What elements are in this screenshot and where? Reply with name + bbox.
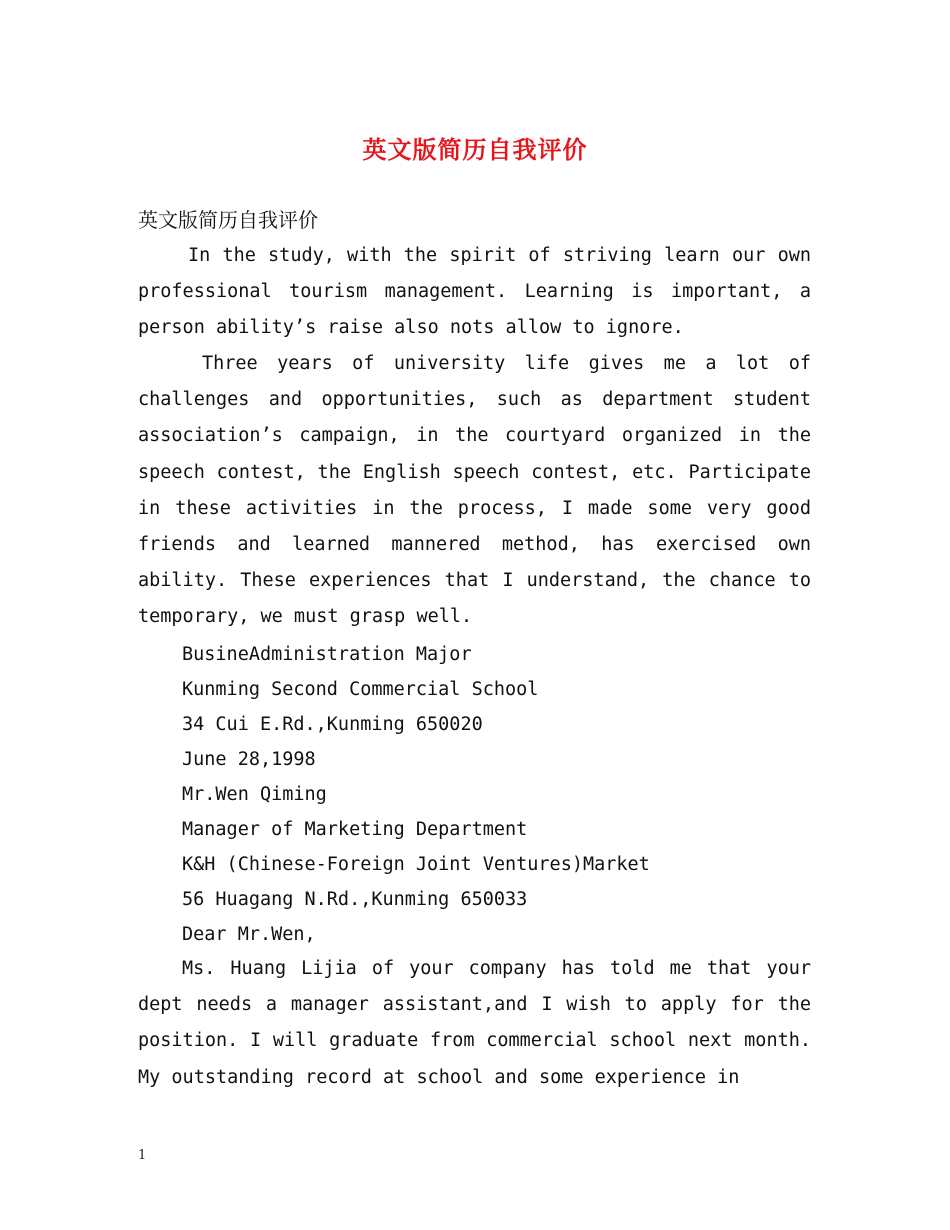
salutation: Dear Mr.Wen, xyxy=(182,924,316,945)
address-line-major: BusineAdministration Major xyxy=(182,644,472,665)
paragraph-university-life: Three years of university life gives me a lot of challenges and opportunities, such as department student association’s campaign, in the courtyard organized in the speech contest, the English speech contest, etc. Participate in these activities in the process, I made some very good friends and learned mannered method, has exercised own ability. These experiences that I understand, the chance to temporary, we must grasp well. xyxy=(138,353,811,628)
address-line-school-street: 34 Cui E.Rd.,Kunming 650020 xyxy=(182,714,483,735)
paragraph-letter-body: Ms. Huang Lijia of your company has told me that your dept needs a manager assistant,and I wish to apply for the position. I will graduate from commercial school next month. My outstanding record at school and some experience in xyxy=(138,958,811,1088)
document-title: 英文版简历自我评价 xyxy=(362,135,588,164)
address-line-recipient-title: Manager of Marketing Department xyxy=(182,819,528,840)
address-line-school: Kunming Second Commercial School xyxy=(182,679,539,700)
address-line-recipient: Mr.Wen Qiming xyxy=(182,784,327,805)
page-number: 1 xyxy=(138,1148,147,1163)
section-heading: 英文版简历自我评价 xyxy=(138,208,318,232)
address-line-date: June 28,1998 xyxy=(182,749,316,770)
address-line-company-street: 56 Huagang N.Rd.,Kunming 650033 xyxy=(182,889,528,910)
letter-address-block xyxy=(182,637,650,952)
paragraph-study: In the study, with the spirit of striving learn our own professional tourism management. Learning is important, a person ability’s raise also nots allow to ignore. xyxy=(138,245,811,339)
address-line-company: K&H (Chinese-Foreign Joint Ventures)Market xyxy=(182,854,650,875)
